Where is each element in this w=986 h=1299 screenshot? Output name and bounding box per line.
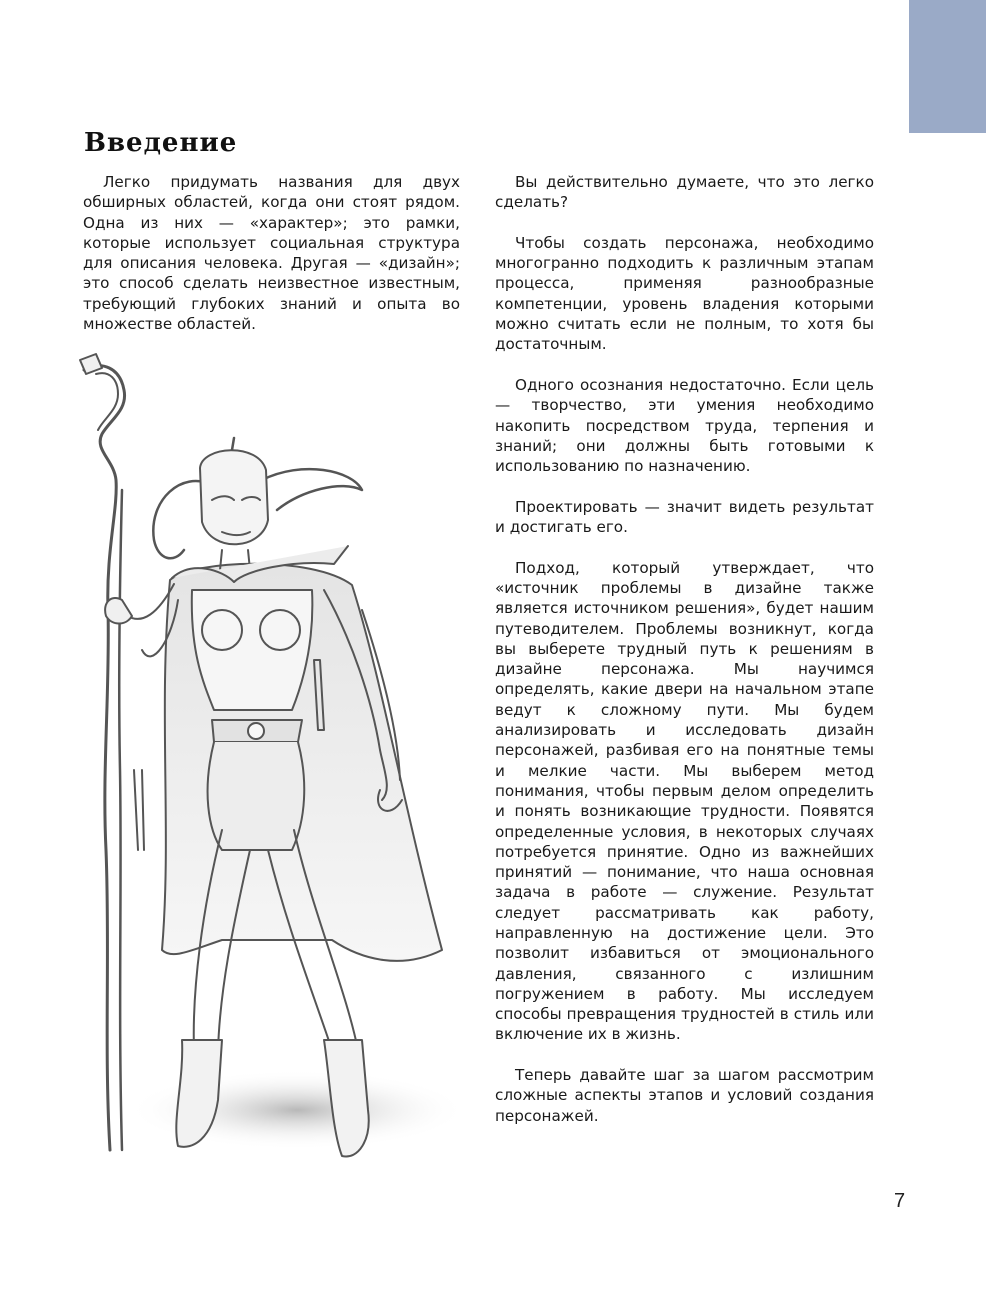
section-heading: Введение	[84, 128, 238, 158]
paragraph: Вы действительно думаете, что это легко сделать?	[495, 173, 874, 212]
left-column	[83, 172, 460, 355]
paragraph: Теперь давайте шаг за шагом рассмотрим сложные аспекты этапов и условий создания персонажей.	[495, 1066, 874, 1125]
chapter-tab	[909, 0, 986, 133]
paragraph: Чтобы создать персонажа, необходимо многогранно подходить к различным этапам процесса, применяя разнообразные компетенции, уровень владения которыми можно считать если не полным, то хотя бы достаточным.	[495, 233, 874, 354]
right-column	[495, 172, 874, 1146]
paragraph: Проектировать — значит видеть результат и достигать его.	[495, 497, 874, 537]
character-sketch-illustration	[62, 350, 472, 1180]
page-number: 7	[894, 1190, 906, 1212]
paragraph: Легко придумать названия для двух обширных областей, когда они стоят рядом. Одна из них — «характер»; это рамки, которые использует социальная структура для описания человека. Другая — «дизайн»; это способ сделать неизвестное известным, требующий глубоких знаний и опыта во множестве областей.	[83, 173, 460, 334]
paragraph: Одного осознания недостаточно. Если цель — творчество, эти умения необходимо накопить посредством труда, терпения и знаний; они должны быть готовыми к использованию по назначению.	[495, 375, 874, 476]
paragraph: Подход, который утверждает, что «источник проблемы в дизайне также является источником решения», будет нашим путеводителем. Проблемы возникнут, когда вы выберете трудный путь к решениям в дизайне персонажа. Мы научимся определять, какие двери на начальном этапе ведут к сложному пути. Мы будем анализировать и исследовать дизайн персонажей, разбивая его на понятные темы и мелкие части. Мы выберем метод понимания, чтобы первым делом определить и понять возникающие трудности. Появятся определенные условия, в некоторых случаях потребуется принятие. Одно из важнейших принятий — понимание, что наша основная задача в работе — служение. Результат следует рассматривать как работу, направленную на достижение цели. Это позволит избавиться от эмоционального давления, связанного с излишним погружением в работу. Мы исследуем способы превращения трудностей в стиль или включение их в жизнь.	[495, 558, 874, 1044]
